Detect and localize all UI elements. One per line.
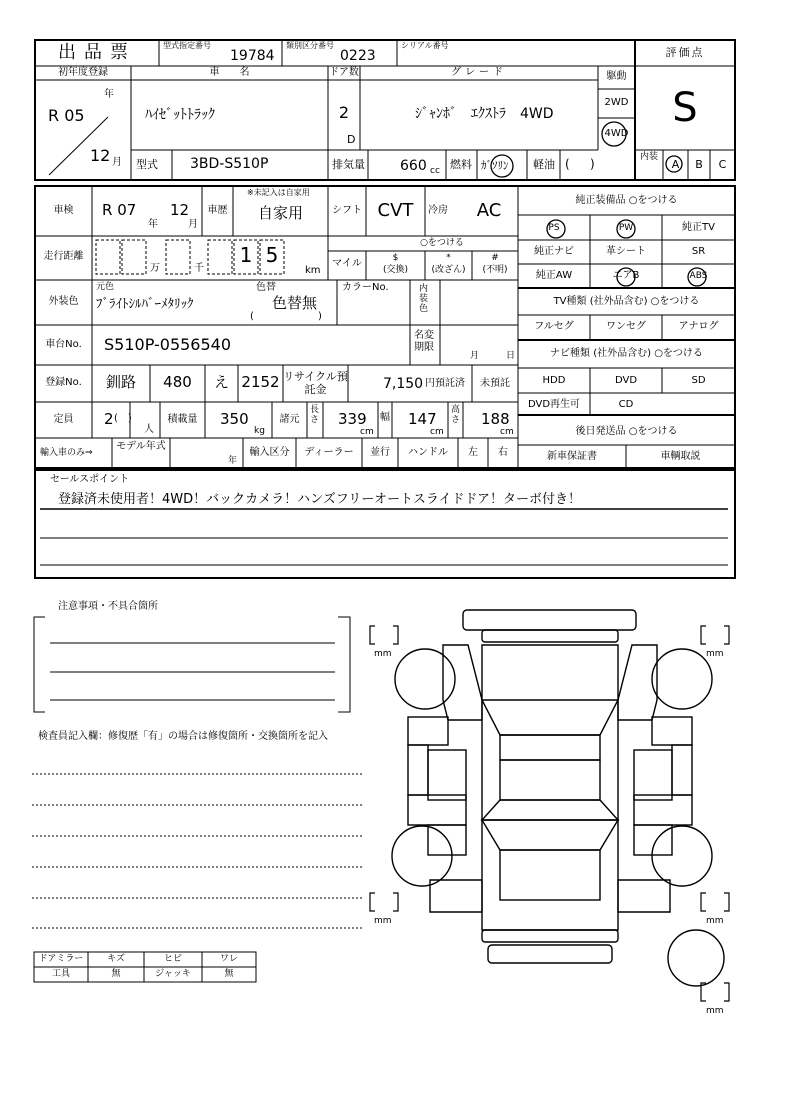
tv-full[interactable]: フルセグ bbox=[534, 321, 574, 332]
chassis-value: S510P-0556540 bbox=[104, 335, 232, 354]
table-tools-value: 無 bbox=[111, 969, 121, 979]
doors-value: 2 bbox=[338, 103, 350, 122]
handle-label: ハンドル bbox=[408, 447, 448, 458]
interior-c[interactable]: C bbox=[718, 158, 727, 171]
import-label: 輸入車のみ⇒ bbox=[40, 448, 93, 458]
fuel-gasoline[interactable]: ｶﾞｿﾘﾝ bbox=[481, 159, 509, 172]
grade-value: ｼﾞｬﾝﾎﾞ ｴｸｽﾄﾗ 4WD bbox=[415, 106, 554, 122]
grade-label: グレード bbox=[451, 67, 507, 78]
tv-analog[interactable]: アナログ bbox=[678, 321, 719, 332]
width-cm: cm bbox=[430, 427, 444, 437]
tv-type-title: TV種類 (社外品含む) ○をつける bbox=[553, 296, 700, 307]
table-scratch: キズ bbox=[107, 954, 125, 964]
katashiki-label: 型式指定番号 bbox=[163, 41, 211, 50]
doors-label: ドア数 bbox=[329, 67, 359, 78]
mileage-digit-2: 5 bbox=[265, 243, 279, 267]
import-year-unit: 年 bbox=[228, 456, 238, 466]
history-note: ※未記入は自家用 bbox=[247, 188, 310, 197]
table-door-mirror: ドアミラー bbox=[38, 954, 84, 964]
recycle-unit: 円預託済 bbox=[425, 378, 465, 389]
navi-type-title: ナビ種類 (社外品含む) ○をつける bbox=[550, 348, 703, 359]
capacity-value: 2 bbox=[104, 410, 114, 428]
interior-a[interactable]: A bbox=[671, 158, 680, 171]
mileage-man-unit: 万 bbox=[150, 263, 160, 274]
exterior-irokae-label: 色替 bbox=[256, 282, 276, 293]
drive-label: 駆動 bbox=[606, 71, 627, 82]
later-ship-title: 後日発送品 ○をつける bbox=[575, 426, 678, 437]
load-value: 350 bbox=[220, 410, 249, 428]
exterior-irokae: 色替無 bbox=[272, 294, 318, 312]
registration-region: 釧路 bbox=[105, 373, 136, 391]
form-title: 出品票 bbox=[58, 42, 136, 63]
drive-4wd[interactable]: 4WD bbox=[604, 128, 629, 139]
drive-2wd[interactable]: 2WD bbox=[604, 97, 629, 108]
mileage-unknown[interactable]: (不明) bbox=[482, 265, 508, 275]
model-value: 3BD-S510P bbox=[190, 156, 269, 172]
mileage-digit-1: 1 bbox=[239, 243, 253, 267]
inspection-month-unit: 月 bbox=[188, 219, 198, 230]
later-ship-manual[interactable]: 車輌取説 bbox=[660, 451, 701, 462]
mileage-km-unit: km bbox=[305, 265, 321, 276]
mm-spare: mm bbox=[706, 1006, 724, 1016]
mm-rear-right: mm bbox=[706, 916, 724, 926]
equip-navi[interactable]: 純正ナビ bbox=[534, 246, 574, 257]
mileage-label: 走行距離 bbox=[43, 251, 84, 262]
recycle-label: リサイクル預託金 bbox=[283, 370, 348, 396]
import-class-label: 輸入区分 bbox=[249, 447, 290, 458]
first-reg-year: R 05 bbox=[48, 106, 85, 125]
shift-label: シフト bbox=[332, 205, 362, 216]
length-label: 長さ bbox=[310, 405, 320, 425]
ruibetsu-value: 0223 bbox=[340, 48, 376, 64]
table-break: ワレ bbox=[219, 954, 238, 964]
handle-left[interactable]: 左 bbox=[468, 447, 478, 458]
rating-value: S bbox=[672, 85, 698, 131]
navi-hdd[interactable]: HDD bbox=[542, 375, 566, 386]
inspection-label: 車検 bbox=[53, 205, 74, 216]
width-value: 147 bbox=[408, 410, 437, 428]
mileage-tick-note: ○をつける bbox=[420, 238, 464, 248]
navi-dvd[interactable]: DVD bbox=[614, 375, 638, 386]
exterior-paren-open: ( bbox=[250, 311, 254, 322]
model-label: 型式 bbox=[136, 158, 158, 171]
meikyo-label: 名変期限 bbox=[414, 330, 434, 353]
chassis-label: 車台No. bbox=[45, 339, 82, 350]
chassis-month-unit: 月 bbox=[470, 351, 480, 361]
registration-label: 登録No. bbox=[45, 377, 82, 388]
displacement-value: 660 bbox=[400, 158, 427, 174]
fuel-diesel[interactable]: 軽油 bbox=[533, 158, 555, 171]
inspection-year: R 07 bbox=[102, 201, 137, 219]
first-reg-label: 初年度登録 bbox=[58, 67, 108, 78]
mileage-mile[interactable]: マイル bbox=[332, 258, 362, 269]
capacity-unit: 人 bbox=[144, 424, 154, 435]
equip-leather[interactable]: 革シート bbox=[606, 246, 646, 257]
serial-label: シリアル番号 bbox=[401, 41, 449, 50]
recycle-status: 未預託 bbox=[480, 378, 510, 389]
capacity-label: 定員 bbox=[53, 414, 74, 425]
fuel-paren-open: ( bbox=[565, 157, 570, 171]
fuel-paren-close: ) bbox=[590, 157, 595, 171]
capacity-paren: ( ) bbox=[114, 413, 132, 424]
mm-rear-left: mm bbox=[374, 916, 392, 926]
car-name-value: ﾊｲｾﾞｯﾄﾄﾗｯｸ bbox=[145, 107, 215, 123]
first-reg-year-unit: 年 bbox=[104, 89, 114, 100]
recycle-value: 7,150 bbox=[383, 376, 424, 392]
import-parallel[interactable]: 並行 bbox=[370, 447, 390, 458]
car-name-label: 車 名 bbox=[209, 67, 250, 78]
length-value: 339 bbox=[338, 410, 367, 428]
exterior-motoiro-label: 元色 bbox=[96, 282, 115, 292]
table-jack: ジャッキ bbox=[155, 969, 191, 979]
ruibetsu-label: 類別区分番号 bbox=[286, 41, 334, 50]
shift-value: CVT bbox=[377, 200, 414, 221]
doors-suffix: D bbox=[347, 133, 356, 146]
mileage-sym-unknown: # bbox=[491, 253, 499, 263]
navi-cd[interactable]: CD bbox=[618, 399, 634, 410]
mileage-sen-unit: 千 bbox=[194, 263, 204, 274]
dims-label: 諸元 bbox=[279, 414, 300, 425]
handle-right[interactable]: 右 bbox=[498, 447, 508, 458]
cooler-value: AC bbox=[476, 200, 502, 221]
equip-tv[interactable]: 純正TV bbox=[682, 222, 715, 233]
sales-point-label: セールスポイント bbox=[50, 474, 130, 485]
later-ship-warranty[interactable]: 新車保証書 bbox=[547, 451, 597, 462]
notes-label: 注意事項・不具合箇所 bbox=[58, 601, 158, 612]
equip-aw[interactable]: 純正AW bbox=[535, 270, 573, 281]
rating-label: 評価点 bbox=[665, 46, 705, 59]
interior-label: 内装 bbox=[640, 152, 659, 162]
displacement-label: 排気量 bbox=[332, 158, 365, 171]
width-label: 幅 bbox=[380, 412, 390, 423]
mileage-exchange[interactable]: (交換) bbox=[382, 265, 409, 275]
chassis-day-unit: 日 bbox=[506, 351, 516, 361]
registration-number: 2152 bbox=[241, 373, 280, 391]
mm-front-left: mm bbox=[374, 649, 392, 659]
equipment-title: 純正装備品 ○をつける bbox=[575, 195, 678, 206]
exterior-paren-close: ) bbox=[318, 311, 322, 322]
registration-class: 480 bbox=[163, 373, 192, 391]
navi-dvd-play[interactable]: DVD再生可 bbox=[527, 399, 581, 410]
first-reg-month-unit: 月 bbox=[112, 157, 122, 168]
equip-airbag[interactable]: エアB bbox=[612, 270, 640, 281]
car-diagram bbox=[392, 610, 724, 986]
color-no-label: カラーNo. bbox=[342, 282, 389, 293]
load-label: 積載量 bbox=[167, 414, 198, 425]
displacement-unit: cc bbox=[430, 166, 440, 176]
fuel-label: 燃料 bbox=[450, 158, 472, 171]
registration-kana: え bbox=[213, 373, 229, 391]
inspector-label: 検査員記入欄：修復歴「有」の場合は修復箇所・交換箇所を記入 bbox=[38, 731, 328, 742]
equip-pw[interactable]: PW bbox=[618, 223, 634, 233]
mileage-sym-tampered: * bbox=[446, 253, 451, 263]
equip-abs[interactable]: ABS bbox=[689, 271, 708, 281]
height-value: 188 bbox=[481, 410, 510, 428]
sales-point-text: 登録済未使用者！4WD！バックカメラ！ハンズフリーオートスライドドア！ターボ付き！ bbox=[58, 492, 582, 507]
navi-sd[interactable]: SD bbox=[691, 375, 706, 386]
history-value: 自家用 bbox=[258, 204, 304, 222]
table-crack: ヒビ bbox=[163, 954, 182, 964]
load-unit: kg bbox=[254, 426, 265, 436]
mm-front-right: mm bbox=[706, 649, 724, 659]
mileage-sym-exchange: $ bbox=[392, 253, 399, 263]
mileage-tampered[interactable]: (改ざん) bbox=[431, 265, 466, 275]
cooler-label: 冷房 bbox=[428, 205, 448, 216]
equip-sr[interactable]: SR bbox=[691, 246, 706, 257]
katashiki-value: 19784 bbox=[230, 48, 275, 64]
height-label: 高さ bbox=[451, 405, 461, 425]
interior-b[interactable]: B bbox=[695, 158, 703, 171]
tv-one[interactable]: ワンセグ bbox=[606, 321, 646, 332]
exterior-motoiro: ﾌﾞﾗｲﾄｼﾙﾊﾞｰﾒﾀﾘｯｸ bbox=[96, 297, 194, 312]
model-year-label: モデル年式 bbox=[116, 441, 166, 452]
exterior-label: 外装色 bbox=[48, 296, 79, 307]
height-cm: cm bbox=[500, 427, 514, 437]
history-label: 車歴 bbox=[207, 205, 228, 216]
inspection-month: 12 bbox=[170, 201, 190, 219]
import-dealer[interactable]: ディーラー bbox=[304, 447, 354, 458]
equip-ps[interactable]: PS bbox=[548, 223, 560, 233]
table-tools: 工具 bbox=[51, 969, 70, 979]
inspection-year-unit: 年 bbox=[148, 219, 158, 230]
length-cm: cm bbox=[360, 427, 374, 437]
table-jack-value: 無 bbox=[224, 969, 234, 979]
interior-color-label: 内装色 bbox=[419, 284, 429, 314]
first-reg-month: 12 bbox=[90, 146, 111, 165]
